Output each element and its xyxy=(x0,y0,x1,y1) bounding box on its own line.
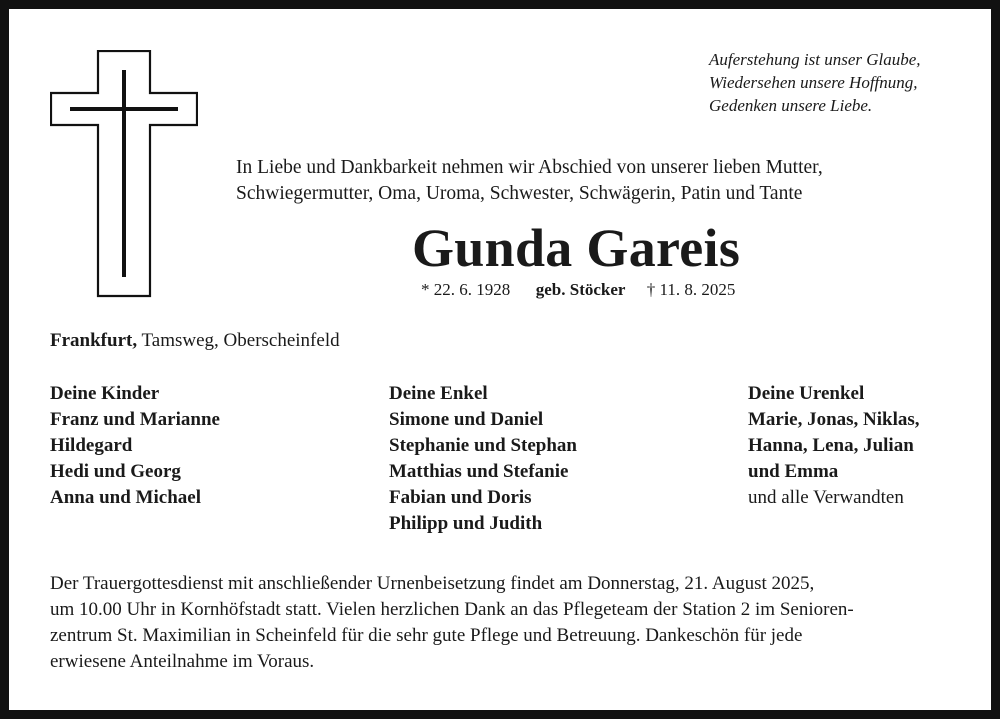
mourner-entry: Matthias und Stefanie xyxy=(389,461,569,482)
intro-line: Schwiegermutter, Oma, Uroma, Schwester, Schwägerin, Patin und Tante xyxy=(236,183,803,204)
motto-line: Wiedersehen unsere Hoffnung, xyxy=(709,73,918,92)
life-dates xyxy=(421,279,735,301)
mourner-entry: Franz und Marianne xyxy=(50,409,220,430)
birth-date: * 22. 6. 1928 xyxy=(421,280,511,299)
motto xyxy=(709,48,921,117)
deceased-name: Gunda Gareis xyxy=(412,218,741,278)
motto-line: Gedenken unsere Liebe. xyxy=(709,96,873,115)
grandchildren-column xyxy=(389,381,577,537)
mourner-entry: Simone und Daniel xyxy=(389,409,544,430)
intro-text xyxy=(236,155,823,207)
service-notice xyxy=(50,571,854,675)
mourner-entry: Hanna, Lena, Julian xyxy=(748,435,914,456)
service-line: erwiesene Anteilnahme im Voraus. xyxy=(50,651,315,672)
mourner-entry: Marie, Jonas, Niklas, xyxy=(748,409,920,430)
mourner-entry: Hildegard xyxy=(50,435,133,456)
great-grandchildren-column xyxy=(748,381,920,511)
service-line: um 10.00 Uhr in Kornhöfstadt statt. Vielen herzlichen Dank an das Pflegeteam der Station 2 im Senioren- xyxy=(50,599,854,620)
other-places: Tamsweg, Oberscheinfeld xyxy=(141,330,340,351)
birth-name: geb. Stöcker xyxy=(535,280,626,299)
mourner-entry: Philipp und Judith xyxy=(389,513,543,534)
relatives-entry: und alle Verwandten xyxy=(748,487,904,508)
column-heading: Deine Urenkel xyxy=(748,383,865,404)
intro-line: In Liebe und Dankbarkeit nehmen wir Abschied von unserer lieben Mutter, xyxy=(236,157,823,178)
mourner-entry: Fabian und Doris xyxy=(389,487,532,508)
mourner-entry: Hedi und Georg xyxy=(50,461,181,482)
death-date: † 11. 8. 2025 xyxy=(646,280,736,299)
main-city: Frankfurt, xyxy=(50,330,138,351)
place-line xyxy=(50,329,340,353)
mourner-entry: Stephanie und Stephan xyxy=(389,435,577,456)
service-line: zentrum St. Maximilian in Scheinfeld für die sehr gute Pflege und Betreuung. Dankeschön für jede xyxy=(50,625,803,646)
latin-cross-icon xyxy=(50,50,198,298)
mourner-entry: Anna und Michael xyxy=(50,487,201,508)
children-column xyxy=(50,381,220,511)
mourner-entry: und Emma xyxy=(748,461,839,482)
motto-line: Auferstehung ist unser Glaube, xyxy=(709,50,921,69)
column-heading: Deine Enkel xyxy=(389,383,488,404)
service-line: Der Trauergottesdienst mit anschließender Urnenbeisetzung findet am Donnerstag, 21. August 2025, xyxy=(50,573,815,594)
column-heading: Deine Kinder xyxy=(50,383,160,404)
